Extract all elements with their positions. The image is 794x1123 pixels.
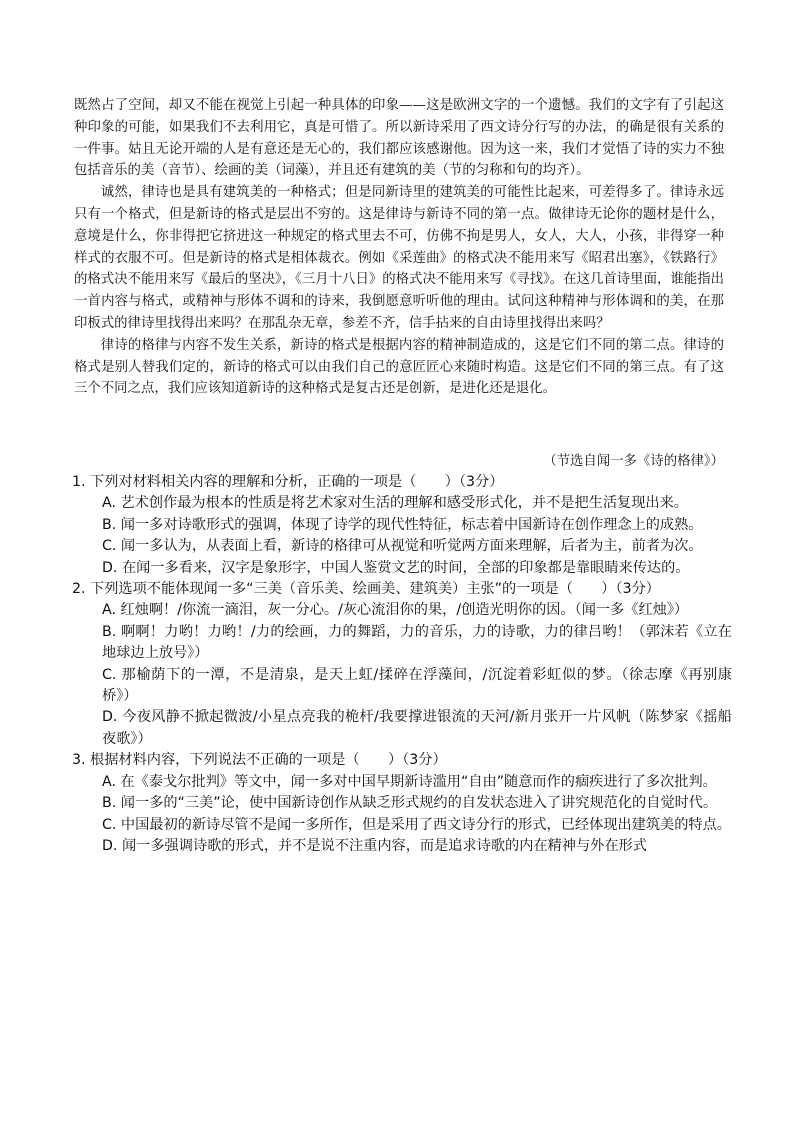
option-a: A. 在《泰戈尔批判》等文中，闻一多对中国早期新诗滥用“自由”随意而作的痼疾进行了多次批判。 <box>102 773 717 790</box>
option-b: B. 闻一多对诗歌形式的强调，体现了诗学的现代性特征，标志着中国新诗在创作理念上的成熟。 <box>102 516 703 533</box>
passage-source: （节选自闻一多《诗的格律》） <box>543 454 724 469</box>
question-stem: 1. 下列对材料相关内容的理解和分析，正确的一项是（ ）（3分） <box>72 474 504 490</box>
question-3 <box>72 750 732 857</box>
question-2 <box>72 579 732 750</box>
question-stem: 2. 下列选项不能体现闻一多“三美（音乐美、绘画美、建筑美）主张”的一项是（ ）（3分） <box>72 581 660 598</box>
option-c: C. 那榆荫下的一潭，不是清泉，是天上虹/揉碎在浮藻间，/沉淀着彩虹似的梦。（徐志摩《再别康桥》） <box>102 666 732 705</box>
option-d: D. 在闻一多看来，汉字是象形字，中国人鉴赏文艺的时间，全部的印象都是靠眼睛来传达的。 <box>102 559 690 576</box>
option-b: B. 闻一多的“三美”论，使中国新诗创作从缺乏形式规约的自发状态进入了讲究规范化的自觉时代。 <box>102 795 718 812</box>
option-b: B. 啊啊！力哟！力哟！/力的绘画，力的舞蹈，力的音乐，力的诗歌，力的律吕哟！（郭沫若《立在地球边上放号》） <box>102 623 732 662</box>
passage-paragraph-3: 律诗的格律与内容不发生关系，新诗的格式是根据内容的精神制造成的，这是它们不同的第二点。律诗的格式是别人替我们定的，新诗的格式可以由我们自己的意匠匠心来随时构造。这是它们不同的第三点。有了这三个不同之点，我们应该知道新诗的这种格式是复古还是创新，是进化还是退化。 <box>74 337 724 397</box>
passage-paragraph-1: 既然占了空间，却又不能在视觉上引起一种具体的印象——这是欧洲文字的一个遗憾。我们的文字有了引起这种印象的可能，如果我们不去利用它，真是可惜了。所以新诗采用了西文诗分行写的办法，的确是很有关系的一件事。姑且无论开端的人是有意还是无心的，我们都应该感谢他。因为这一来，我们才觉悟了诗的实力不独包括音乐的美（音节）、绘画的美（词藻），并且还有建筑的美（节的匀称和句的均齐）。 <box>74 98 724 179</box>
reading-passage <box>74 95 724 400</box>
question-1 <box>72 472 732 579</box>
option-c: C. 中国最初的新诗尽管不是闻一多所作，但是采用了西文诗分行的形式，已经体现出建筑美的特点。 <box>102 816 731 833</box>
passage-paragraph-2: 诚然，律诗也是具有建筑美的一种格式；但是同新诗里的建筑美的可能性比起来，可差得多了。律诗永远只有一个格式，但是新诗的格式是层出不穷的。这是律诗与新诗不同的第一点。做律诗无论你的题材是什么，意境是什么，你非得把它挤进这一种规定的格式里去不可，仿佛不拘是男人，女人，大人，小孩，非得穿一种样式的衣服不可。但是新诗的格式是相体裁衣。例如《采莲曲》的格式决不能用来写《昭君出塞》，《铁路行》的格式决不能用来写《最后的坚决》，《三月十八日》的格式决不能用来写《寻找》。在这几首诗里面，谁能指出一首内容与格式，或精神与形体不调和的诗来，我倒愿意听听他的理由。试问这种精神与形体调和的美，在那印板式的律诗里找得出来吗？在那乱杂无章，参差不齐，信手拈来的自由诗里找得出来吗？ <box>74 185 724 331</box>
option-d: D. 闻一多强调诗歌的形式，并不是说不注重内容，而是追求诗歌的内在精神与外在形式 <box>102 837 647 854</box>
option-a: A. 艺术创作最为根本的性质是将艺术家对生活的理解和感受形式化，并不是把生活复现出来。 <box>102 495 688 512</box>
option-a: A. 红烛啊！/你流一滴泪，灰一分心。/灰心流泪你的果，/创造光明你的因。（闻一多《红烛》） <box>102 602 689 619</box>
question-stem: 3. 根据材料内容，下列说法不正确的一项是（ ）（3分） <box>72 752 447 769</box>
question-list <box>72 472 732 857</box>
option-d: D. 今夜风静不掀起微波/小星点亮我的桅杆/我要撑进银流的天河/新月张开一片风帆（陈梦家《摇船夜歌》） <box>102 709 732 747</box>
option-c: C. 闻一多认为，从表面上看，新诗的格律可从视觉和听觉两方面来理解，后者为主，前者为次。 <box>102 538 703 555</box>
